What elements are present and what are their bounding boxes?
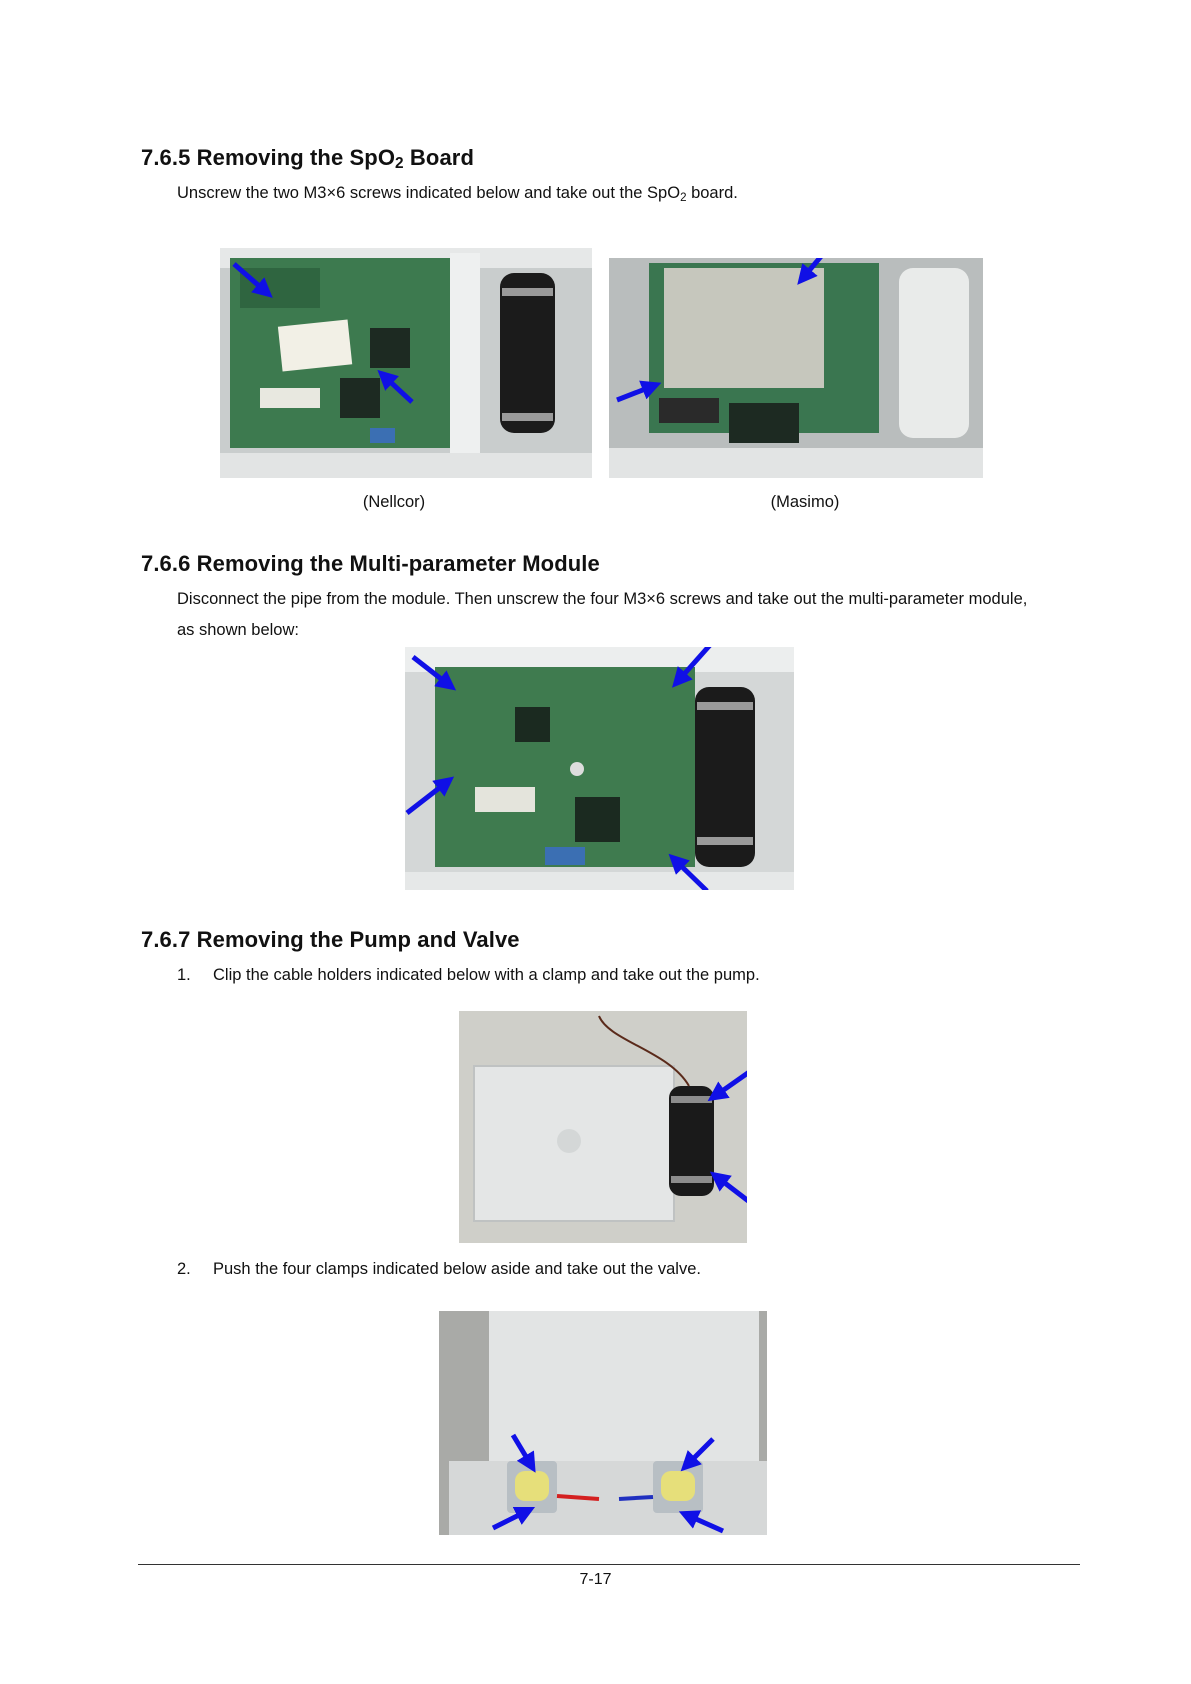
caption-masimo: (Masimo)	[770, 493, 840, 511]
step-1-text: Clip the cable holders indicated below with a clamp and take out the pump.	[213, 966, 760, 984]
instruction-text-spo2: Unscrew the two M3×6 screws indicated below and take out the SpO$_2$ board.	[177, 184, 738, 204]
step-2-number: 2.	[177, 1260, 191, 1278]
section-heading-7-6-7: 7.6.7 Removing the Pump and Valve	[141, 927, 520, 952]
step-1-number: 1.	[177, 966, 191, 984]
caption-nellcor: (Nellcor)	[362, 493, 426, 511]
instruction-text-module-line2: as shown below:	[177, 621, 299, 639]
multi-parameter-module-photo	[405, 647, 794, 890]
section-heading-7-6-6: 7.6.6 Removing the Multi-parameter Module	[141, 551, 600, 576]
page-number: 7-17	[579, 1571, 612, 1588]
valve-photo	[439, 1311, 767, 1535]
step-2-text: Push the four clamps indicated below aside and take out the valve.	[213, 1260, 701, 1278]
nellcor-board-photo	[220, 248, 592, 478]
pump-photo	[459, 1011, 747, 1243]
footer-rule	[138, 1564, 1080, 1565]
instruction-text-module-line1: Disconnect the pipe from the module. Then unscrew the four M3×6 screws and take out the multi-parameter module,	[177, 590, 1028, 608]
masimo-board-photo	[609, 258, 983, 478]
section-heading-7-6-5: 7.6.5 Removing the SpO$_2$ Board	[141, 145, 474, 172]
